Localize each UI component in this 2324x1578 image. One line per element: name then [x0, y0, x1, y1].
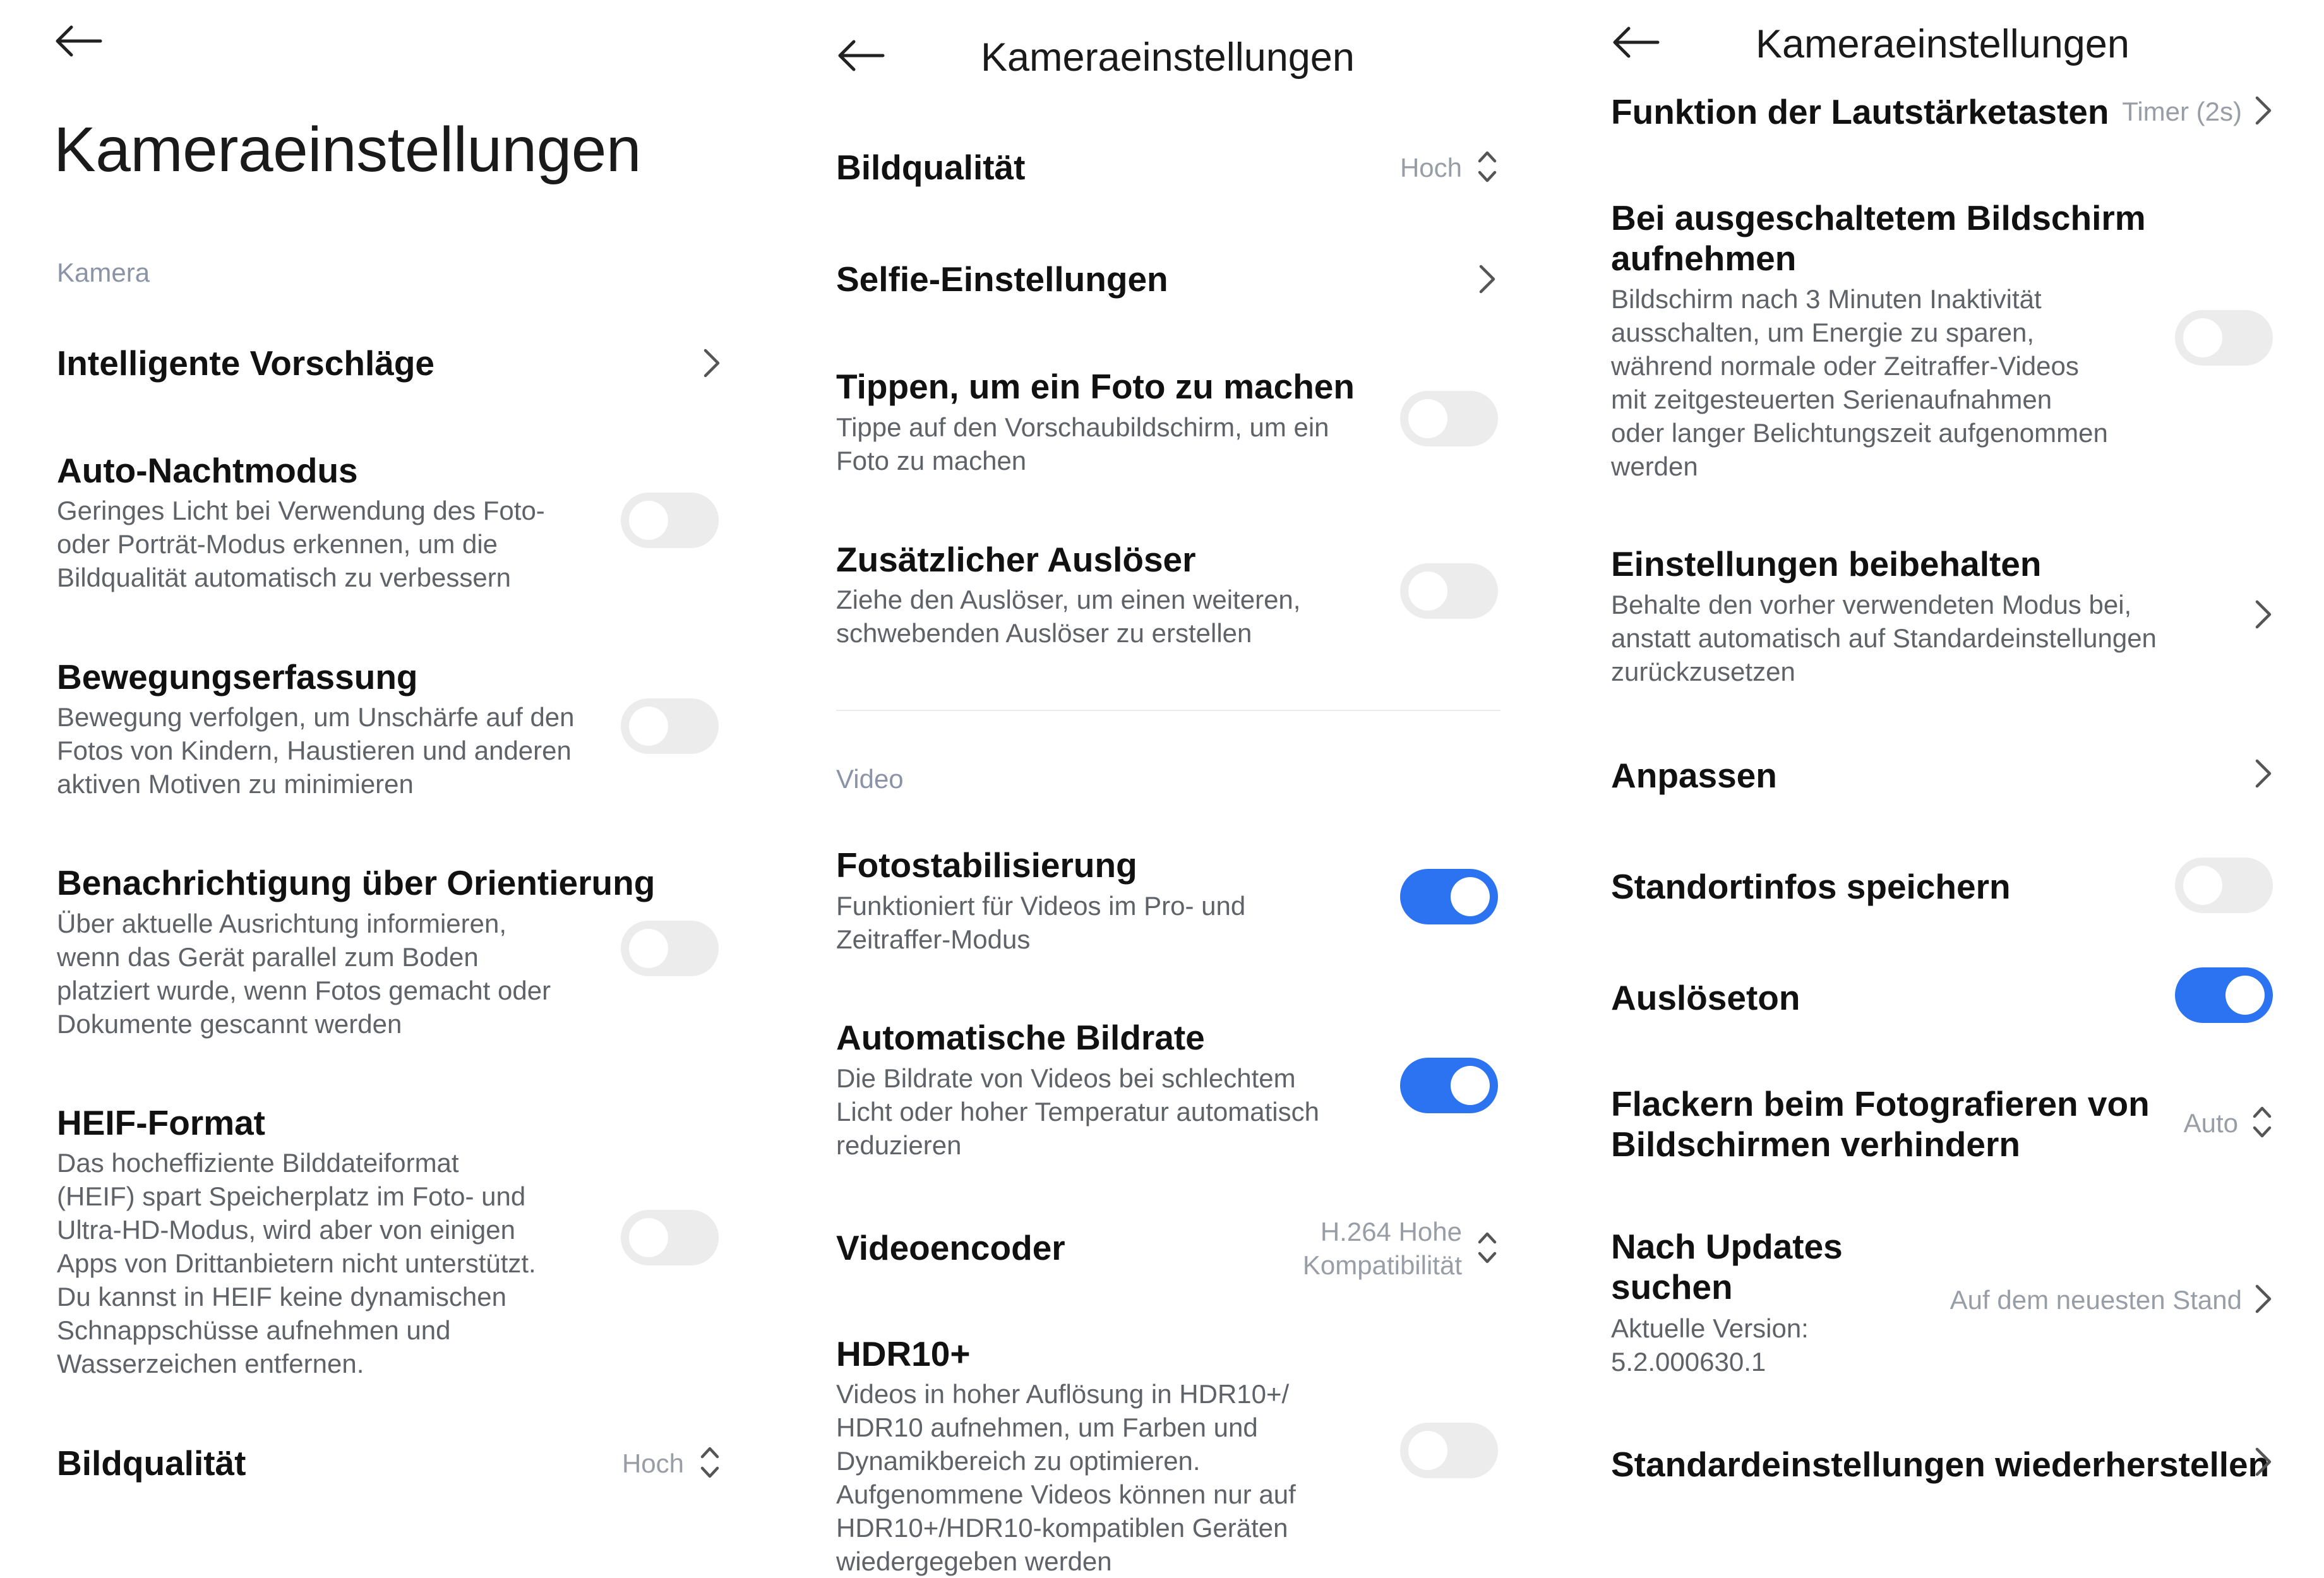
- back-button[interactable]: [1611, 23, 1668, 68]
- update-status-value[interactable]: Auf dem neuesten Stand: [1950, 1285, 2242, 1315]
- panel-camera-settings-3: [1550, 0, 2324, 1558]
- hdr10-description: Videos in hoher Auflösung in HDR10+/ HDR10 aufnehmen, um Farben und Dynamikbereich zu optimieren. Aufgenommene Videos können nur auf HDR10+/HDR10-kompatiblen Geräten wiedergegeben werden: [836, 1379, 1296, 1576]
- page-title: Kameraeinstellungen: [54, 114, 642, 185]
- heif-format-description: Das hocheffiziente Bilddateiformat (HEIF) spart Speicherplatz im Foto- und Ultra-HD-Modus, wird aber von einigen Apps von Drittanbietern nicht unterstützt. Du kannst in HEIF keine dynamischen Schnappschüsse aufnehmen und Wasserzeichen entfernen.: [57, 1148, 536, 1378]
- selfie-settings-label[interactable]: Selfie-Einstellungen: [836, 260, 1168, 299]
- check-updates-label[interactable]: Nach Updates suchen: [1611, 1227, 1843, 1306]
- save-location-toggle[interactable]: [2175, 858, 2273, 913]
- auto-night-description: Geringes Licht bei Verwendung des Foto- oder Porträt-Modus erkennen, um die Bildqualität automatisch zu verbessern: [57, 496, 545, 592]
- restore-defaults-label[interactable]: Standardeinstellungen wiederherstellen: [1611, 1445, 2270, 1484]
- extra-shutter-toggle[interactable]: [1400, 563, 1498, 619]
- extra-shutter-description: Ziehe den Auslöser, um einen weiteren, schwebenden Auslöser zu erstellen: [836, 585, 1301, 648]
- tap-photo-label: Tippen, um ein Foto zu machen: [836, 367, 1355, 406]
- motion-capture-label: Bewegungserfassung: [57, 657, 418, 696]
- video-encoder-label[interactable]: Videoencoder: [836, 1228, 1065, 1267]
- chevron-right-icon[interactable]: [2251, 595, 2276, 633]
- heif-format-label: HEIF-Format: [57, 1103, 265, 1142]
- section-header-camera: Kamera: [57, 258, 150, 287]
- tap-photo-toggle[interactable]: [1400, 391, 1498, 446]
- page-title: Kameraeinstellungen: [981, 35, 1355, 80]
- back-button[interactable]: [836, 37, 893, 81]
- anti-flicker-label[interactable]: Flackern beim Fotografieren von Bildschirmen verhindern: [1611, 1084, 2150, 1164]
- auto-framerate-label: Automatische Bildrate: [836, 1018, 1205, 1057]
- save-location-label: Standortinfos speichern: [1611, 867, 2011, 906]
- shutter-sound-toggle[interactable]: [2175, 967, 2273, 1023]
- screen-off-recording-description: Bildschirm nach 3 Minuten Inaktivität ausschalten, um Energie zu sparen, während normale oder Zeitraffer-Videos mit zeitgesteuerten Serienaufnahmen oder langer Belichtungszeit aufgenommen werden: [1611, 284, 2108, 481]
- panel-camera-settings-1: [0, 0, 774, 1558]
- page-title: Kameraeinstellungen: [1756, 22, 2129, 66]
- chevron-right-icon[interactable]: [1475, 260, 1500, 298]
- orientation-description: Über aktuelle Ausrichtung informieren, wenn das Gerät parallel zum Boden platziert wurde, wenn Fotos gemacht oder Dokumente gescannt werden: [57, 909, 551, 1039]
- back-button[interactable]: [54, 22, 111, 66]
- motion-capture-description: Bewegung verfolgen, um Unschärfe auf den Fotos von Kindern, Haustieren und anderen aktiven Motiven zu minimieren: [57, 702, 575, 799]
- image-quality-label[interactable]: Bildqualität: [836, 148, 1026, 187]
- tap-photo-description: Tippe auf den Vorschaubildschirm, um ein Foto zu machen: [836, 412, 1329, 475]
- back-arrow-icon: [54, 22, 104, 60]
- image-quality-value[interactable]: Hoch: [1399, 153, 1462, 182]
- anti-flicker-value[interactable]: Auto: [2183, 1108, 2238, 1138]
- volume-keys-value[interactable]: Timer (2s): [2122, 97, 2242, 126]
- auto-framerate-toggle[interactable]: [1400, 1058, 1498, 1113]
- chevron-right-icon[interactable]: [2251, 92, 2276, 129]
- chevron-updown-icon[interactable]: [1475, 146, 1500, 188]
- keep-settings-label[interactable]: Einstellungen beibehalten: [1611, 544, 2042, 583]
- image-quality-label[interactable]: Bildqualität: [57, 1444, 246, 1483]
- section-header-video: Video: [836, 764, 904, 794]
- chevron-updown-icon[interactable]: [2249, 1101, 2275, 1143]
- back-arrow-icon: [1611, 23, 1662, 61]
- stabilization-description: Funktioniert für Videos im Pro- und Zeitraffer-Modus: [836, 891, 1246, 954]
- image-quality-value[interactable]: Hoch: [621, 1449, 684, 1478]
- orientation-label: Benachrichtigung über Orientierung: [57, 863, 656, 902]
- volume-keys-label[interactable]: Funktion der Lautstärketasten: [1611, 92, 2109, 131]
- auto-night-label: Auto-Nachtmodus: [57, 451, 358, 490]
- chevron-right-icon[interactable]: [699, 344, 724, 382]
- section-divider: [836, 710, 1500, 711]
- stabilization-label: Fotostabilisierung: [836, 846, 1137, 885]
- smart-suggestions-label[interactable]: Intelligente Vorschläge: [57, 344, 435, 383]
- chevron-updown-icon[interactable]: [697, 1442, 722, 1483]
- auto-night-toggle[interactable]: [621, 493, 719, 548]
- customize-label[interactable]: Anpassen: [1611, 756, 1777, 795]
- panel-camera-settings-2: [775, 0, 1549, 1576]
- chevron-right-icon[interactable]: [2251, 1443, 2276, 1481]
- chevron-right-icon[interactable]: [2251, 1280, 2276, 1318]
- video-encoder-value[interactable]: H.264 Hohe Kompatibilität: [1302, 1217, 1462, 1280]
- extra-shutter-label: Zusätzlicher Auslöser: [836, 540, 1196, 579]
- current-version-text: Aktuelle Version: 5.2.000630.1: [1611, 1313, 1809, 1377]
- screen-off-recording-toggle[interactable]: [2175, 310, 2273, 366]
- screen-off-recording-label: Bei ausgeschaltetem Bildschirm aufnehmen: [1611, 198, 2146, 278]
- chevron-updown-icon[interactable]: [1475, 1227, 1500, 1269]
- back-arrow-icon: [836, 37, 887, 75]
- shutter-sound-label: Auslöseton: [1611, 978, 1800, 1017]
- orientation-toggle[interactable]: [621, 921, 719, 976]
- hdr10-label: HDR10+: [836, 1334, 971, 1373]
- hdr10-toggle[interactable]: [1400, 1423, 1498, 1478]
- heif-format-toggle[interactable]: [621, 1210, 719, 1265]
- keep-settings-description: Behalte den vorher verwendeten Modus bei, anstatt automatisch auf Standardeinstellungen zurückzusetzen: [1611, 590, 2157, 686]
- motion-capture-toggle[interactable]: [621, 698, 719, 754]
- chevron-right-icon[interactable]: [2251, 755, 2276, 792]
- auto-framerate-description: Die Bildrate von Videos bei schlechtem Licht oder hoher Temperatur automatisch reduzieren: [836, 1063, 1319, 1160]
- stabilization-toggle[interactable]: [1400, 869, 1498, 924]
